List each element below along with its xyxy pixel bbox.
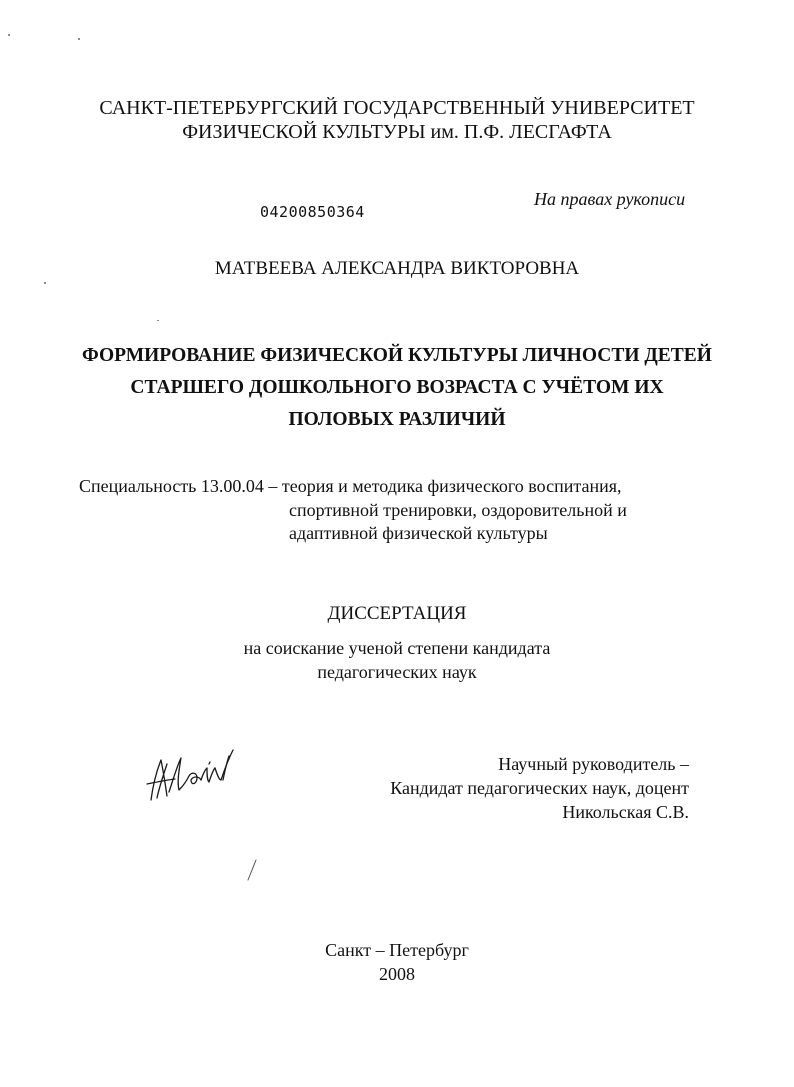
specialty-line1: Специальность 13.00.04 – теория и методика физического воспитания, [79,476,622,496]
scan-speck [8,34,10,36]
dissertation-title-line3: ПОЛОВЫХ РАЗЛИЧИЙ [288,409,506,430]
scan-speck [157,320,159,321]
dissertation-title-line1: ФОРМИРОВАНИЕ ФИЗИЧЕСКОЙ КУЛЬТУРЫ ЛИЧНОСТИ ДЕТЕЙ [82,345,712,366]
specialty-line3: адаптивной физической культуры [289,523,548,543]
stray-pen-mark [244,858,264,888]
supervisor-name: Никольская С.В. [562,802,689,822]
scan-speck [78,38,80,40]
catalog-code: 04200850364 [260,203,365,221]
year: 2008 [379,964,415,984]
supervisor-role: Научный руководитель – [498,754,689,774]
supervisor-degree: Кандидат педагогических наук, доцент [390,778,689,798]
specialty-line2: спортивной тренировки, оздоровительной и [289,500,627,520]
degree-line1: на соискание ученой степени кандидата [243,638,551,658]
dissertation-heading: ДИССЕРТАЦИЯ [327,603,467,624]
scan-speck [44,282,46,284]
university-name-line2: ФИЗИЧЕСКОЙ КУЛЬТУРЫ им. П.Ф. ЛЕСГАФТА [182,121,612,143]
university-name-line1: САНКТ-ПЕТЕРБУРГСКИЙ ГОСУДАРСТВЕННЫЙ УНИВЕРСИТЕТ [99,97,695,119]
dissertation-title-line2: СТАРШЕГО ДОШКОЛЬНОГО ВОЗРАСТА С УЧЁТОМ ИХ [130,377,664,398]
handwritten-signature [143,740,243,810]
manuscript-rights: На правах рукописи [534,189,686,209]
author-name: МАТВЕЕВА АЛЕКСАНДРА ВИКТОРОВНА [214,258,580,279]
degree-line2: педагогических наук [317,662,477,682]
city: Санкт – Петербург [325,940,469,960]
